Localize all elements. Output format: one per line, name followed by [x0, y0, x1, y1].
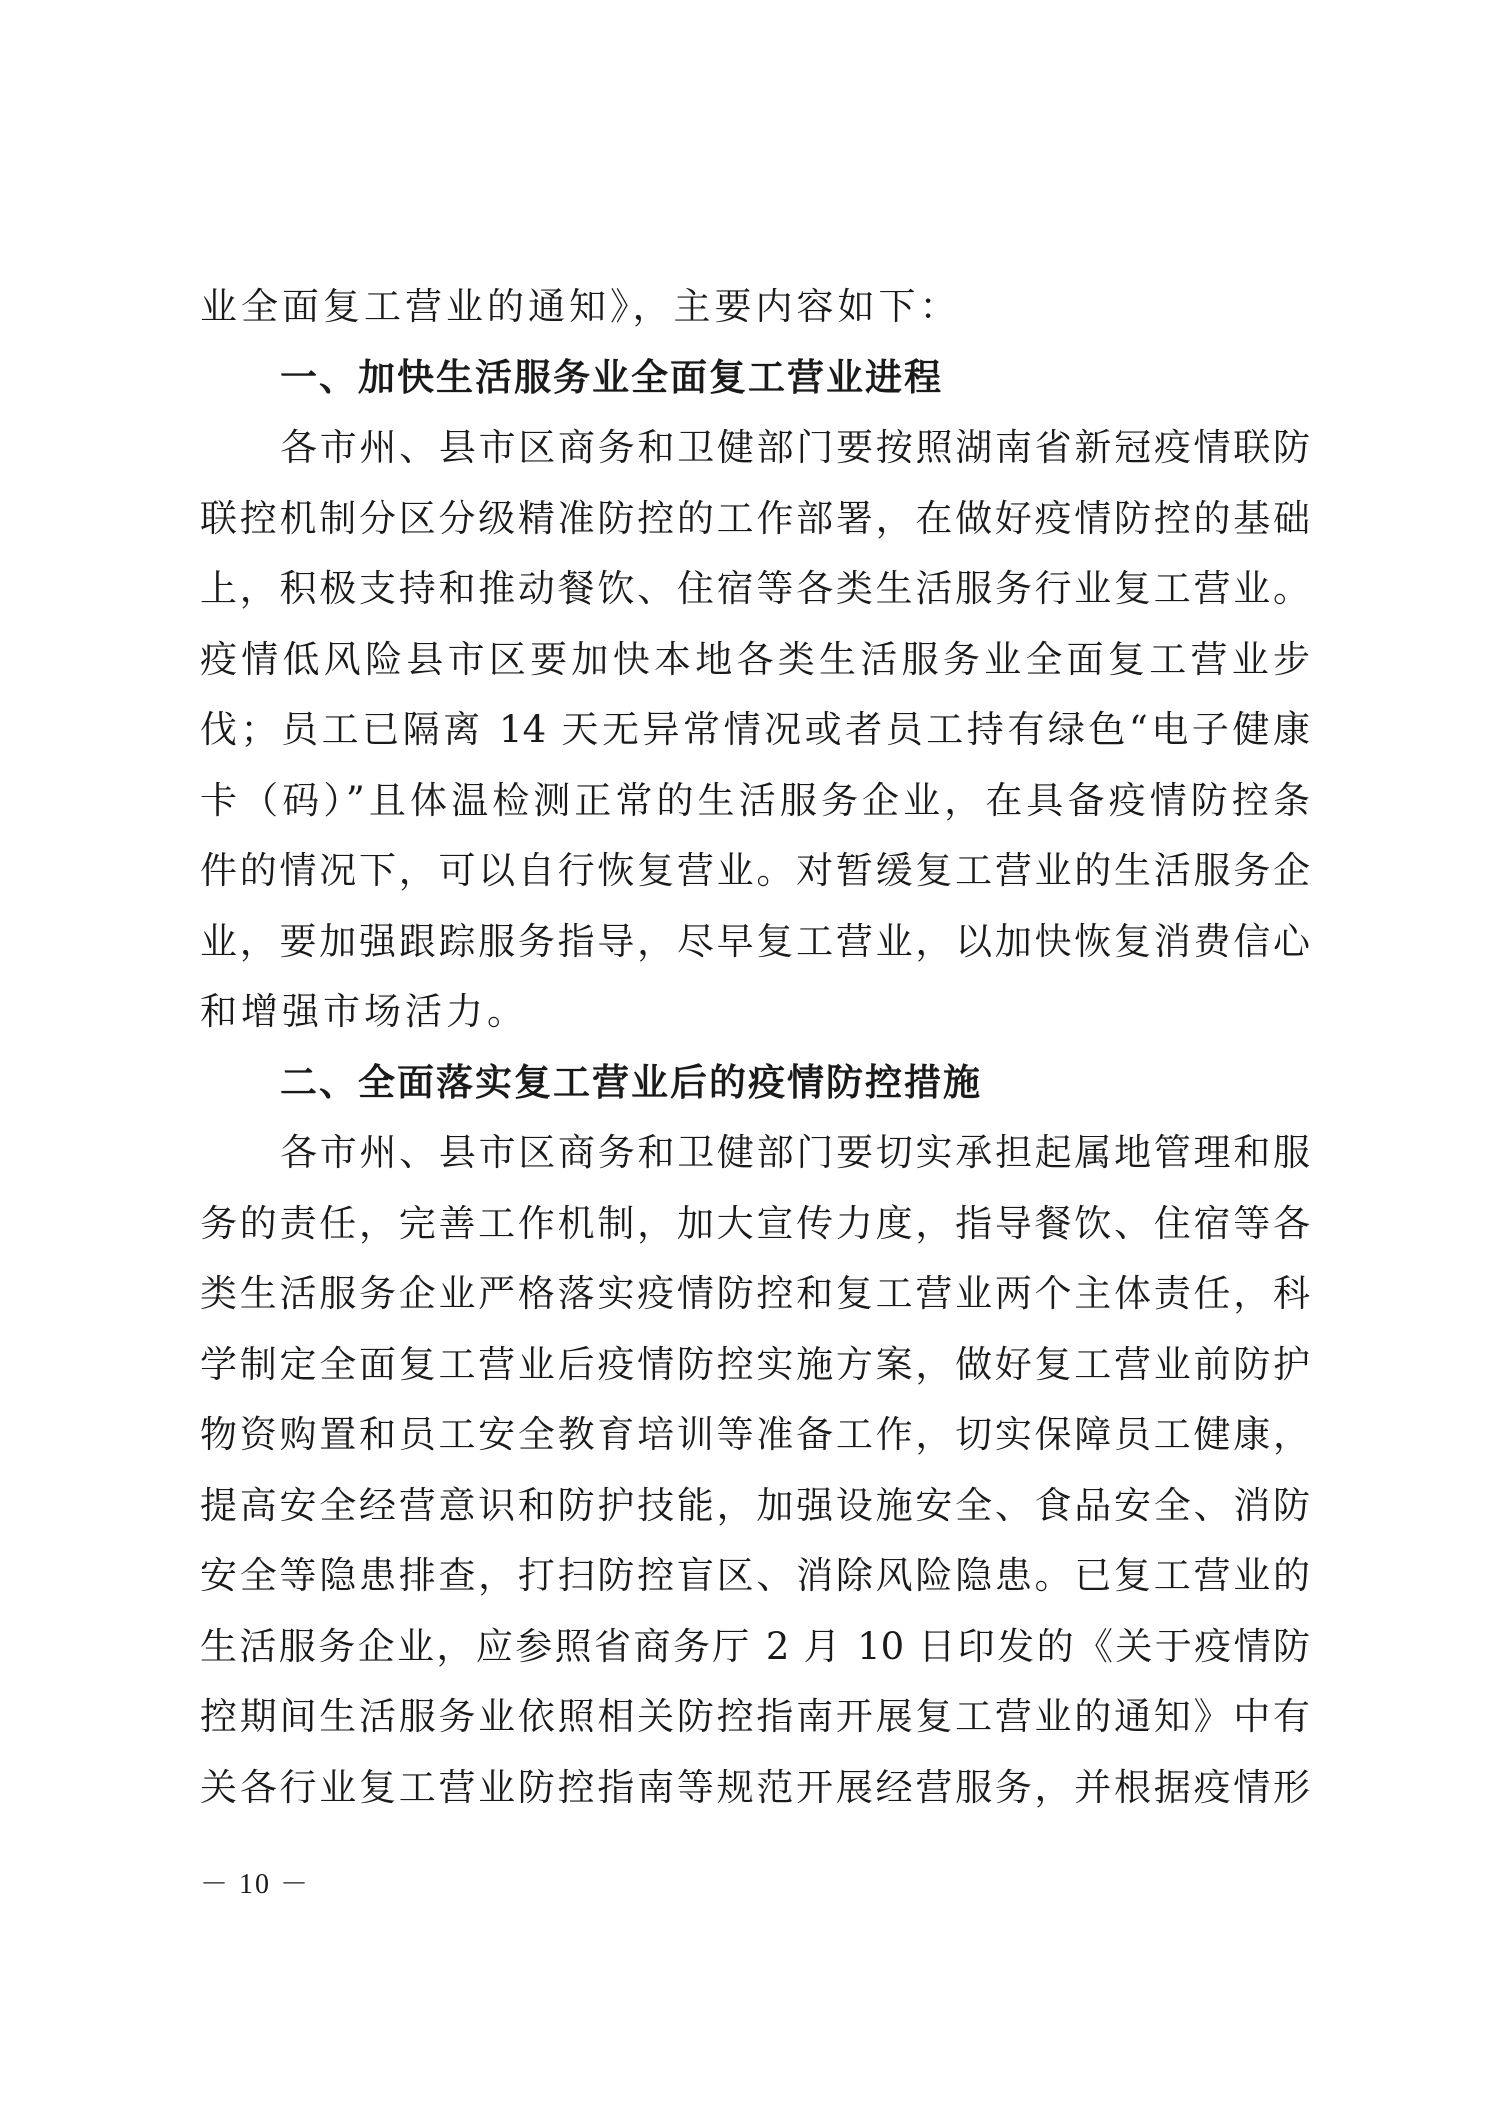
text-line: 件的情况下，可以自行恢复营业。对暂缓复工营业的生活服务企: [200, 849, 1310, 892]
text-line: 和增强市场活力。: [200, 990, 528, 1033]
text-line: 生活服务企业，应参照省商务厅 2 月 10 日印发的《关于疫情防: [200, 1624, 1310, 1668]
text-line: 关各行业复工营业防控指南等规范开展经营服务，并根据疫情形: [200, 1765, 1310, 1809]
text-line: 伐；员工已隔离 14 天无异常情况或者员工持有绿色“电子健康: [200, 708, 1310, 751]
document-body: [200, 272, 1310, 1823]
text-line: 业全面复工营业的通知》，主要内容如下：: [200, 285, 961, 328]
text-line: 各市州、县市区商务和卫健部门要按照湖南省新冠疫情联防: [280, 426, 1310, 469]
section-heading: 一、加快生活服务业全面复工营业进程: [280, 355, 943, 399]
text-line: 务的责任，完善工作机制，加大宣传力度，指导餐饮、住宿等各: [200, 1201, 1310, 1245]
text-line: 联控机制分区分级精准防控的工作部署，在做好疫情防控的基础: [200, 496, 1310, 540]
text-line: 安全等隐患排查，打扫防控盲区、消除风险隐患。已复工营业的: [200, 1554, 1310, 1597]
text-line: 学制定全面复工营业后疫情防控实施方案，做好复工营业前防护: [200, 1342, 1310, 1386]
text-line: 物资购置和员工安全教育培训等准备工作，切实保障员工健康，: [200, 1413, 1310, 1456]
text-line: 各市州、县市区商务和卫健部门要切实承担起属地管理和服: [280, 1131, 1310, 1174]
text-line: 类生活服务企业严格落实疫情防控和复工营业两个主体责任，科: [200, 1272, 1310, 1315]
text-line: 上，积极支持和推动餐饮、住宿等各类生活服务行业复工营业。: [200, 567, 1310, 610]
text-line: 提高安全经营意识和防护技能，加强设施安全、食品安全、消防: [200, 1483, 1310, 1527]
text-line: 疫情低风险县市区要加快本地各类生活服务业全面复工营业步: [200, 637, 1310, 681]
section-heading: 二、全面落实复工营业后的疫情防控措施: [280, 1060, 982, 1104]
page-number: － 10 －: [200, 1869, 311, 1900]
text-line: 卡（码）”且体温检测正常的生活服务企业，在具备疫情防控条: [200, 778, 1310, 822]
text-line: 控期间生活服务业依照相关防控指南开展复工营业的通知》中有: [200, 1695, 1310, 1738]
text-line: 业，要加强跟踪服务指导，尽早复工营业，以加快恢复消费信心: [200, 919, 1310, 963]
